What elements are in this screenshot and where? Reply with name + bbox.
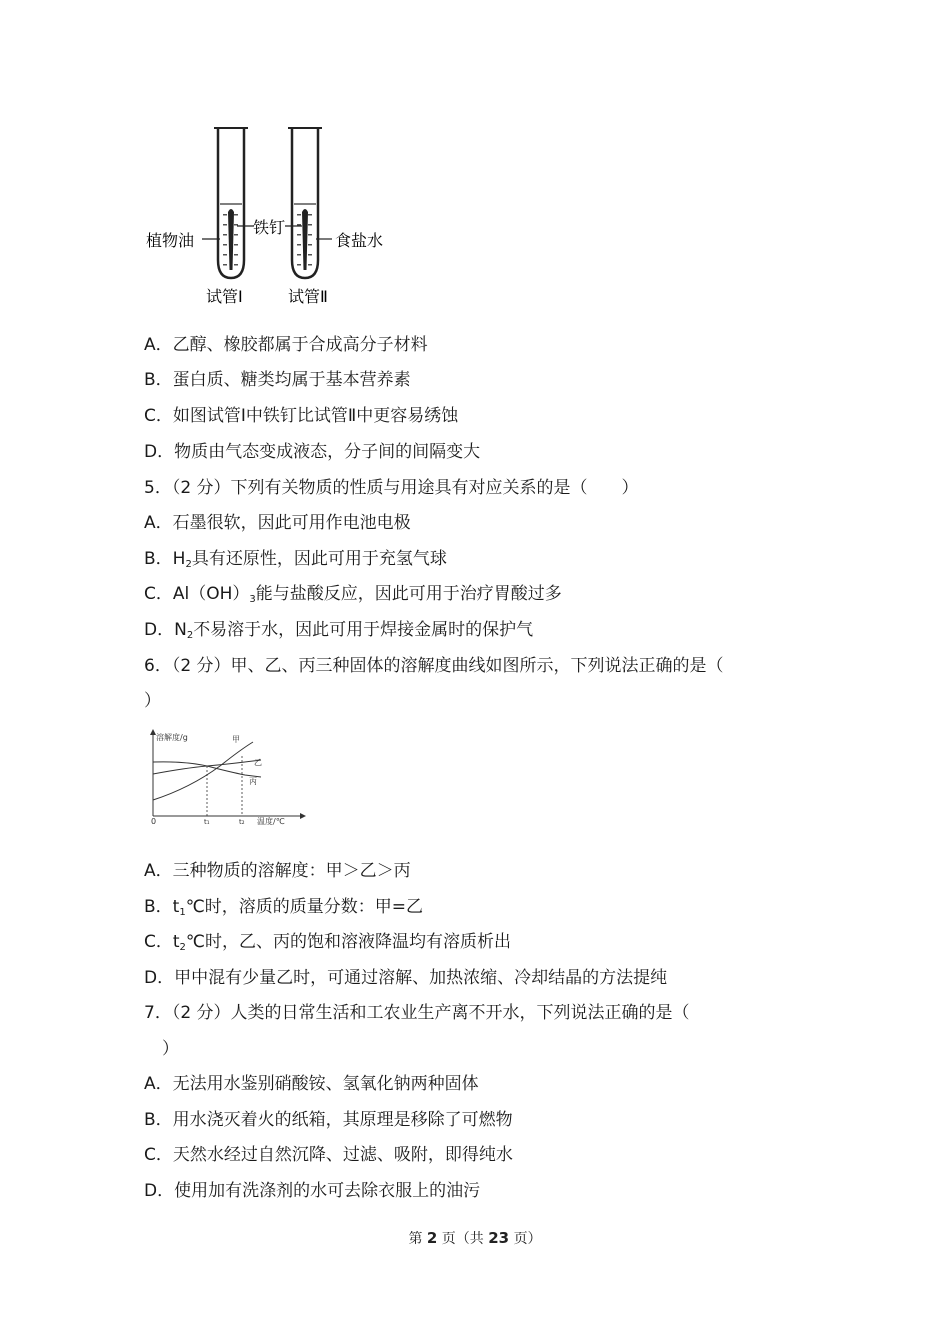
test-tube-2 bbox=[288, 128, 322, 278]
test-tube-1 bbox=[214, 128, 248, 278]
page-total: 23 bbox=[488, 1229, 510, 1247]
q4-option-a: A．乙醇、橡胶都属于合成高分子材料 bbox=[144, 335, 428, 355]
q5-option-a: A．石墨很软，因此可用作电池电极 bbox=[144, 513, 411, 533]
q6-option-c: C．$t_2℃$时，乙、丙的饱和溶液降温均有溶质析出 bbox=[144, 932, 512, 953]
q7-option-a: A．无法用水鉴别硝酸铵、氢氧化钠两种固体 bbox=[144, 1074, 479, 1094]
chart-series-yi: 乙 bbox=[254, 758, 262, 767]
q6-stem-line1: 6．（2 分）甲、乙、丙三种固体的溶解度曲线如图所示，下列说法正确的是（ bbox=[144, 656, 724, 676]
q5-option-b: B．$H_2$具有还原性，因此可用于充氢气球 bbox=[144, 549, 447, 570]
q7-stem-line2: ） bbox=[162, 1039, 179, 1059]
q6-option-b: B．$t_1℃$时，溶质的质量分数：甲=乙 bbox=[144, 897, 424, 918]
q6-option-d: D．甲中混有少量乙时，可通过溶解、加热浓缩、冷却结晶的方法提纯 bbox=[144, 968, 668, 988]
q5-stem: 5．（2 分）下列有关物质的性质与用途具有对应关系的是（ ） bbox=[144, 478, 639, 498]
chart-ylabel: 溶解度/g bbox=[156, 733, 188, 742]
q6-stem-line2: ） bbox=[144, 691, 161, 711]
q5-option-c: C．$Al(OH)_3$能与盐酸反应，因此可用于治疗胃酸过多 bbox=[144, 584, 562, 605]
label-nail: 铁钉 bbox=[253, 218, 286, 237]
q7-option-d: D．使用加有洗涤剂的水可去除衣服上的油污 bbox=[144, 1181, 481, 1201]
page-footer: 第 2 页（共 23 页） bbox=[408, 1229, 542, 1247]
chart-t2: t₂ bbox=[239, 818, 245, 826]
q7-option-b: B．用水浇灭着火的纸箱，其原理是移除了可燃物 bbox=[144, 1110, 513, 1130]
chart-series-bing: 丙 bbox=[249, 777, 257, 786]
q6-option-a: A．三种物质的溶解度：甲＞乙＞丙 bbox=[144, 861, 411, 881]
chart-xlabel: 温度/℃ bbox=[257, 817, 285, 826]
q4-option-d: D．物质由气态变成液态，分子间的间隔变大 bbox=[144, 442, 481, 462]
label-tube-2: 试管Ⅱ bbox=[288, 287, 328, 306]
chart-t1: t₁ bbox=[204, 818, 210, 826]
q7-stem-line1: 7．（2 分）人类的日常生活和工农业生产离不开水，下列说法正确的是（ bbox=[144, 1003, 690, 1023]
test-tube-figure bbox=[140, 120, 410, 310]
chart-origin: 0 bbox=[151, 817, 157, 826]
chart-series-jia: 甲 bbox=[232, 735, 240, 744]
q7-option-c: C．天然水经过自然沉降、过滤、吸附，即得纯水 bbox=[144, 1145, 513, 1165]
solubility-chart bbox=[145, 728, 310, 828]
label-tube-1: 试管Ⅰ bbox=[206, 287, 243, 306]
q5-option-d: D．$N_2$不易溶于水，因此可用于焊接金属时的保护气 bbox=[144, 620, 534, 641]
q4-option-c: C．如图试管Ⅰ中铁钉比试管Ⅱ中更容易绣蚀 bbox=[144, 406, 459, 426]
label-oil: 植物油 bbox=[146, 231, 195, 250]
label-brine: 食盐水 bbox=[335, 231, 384, 250]
q4-option-b: B．蛋白质、糖类均属于基本营养素 bbox=[144, 370, 411, 390]
page-number: 2 bbox=[426, 1229, 438, 1247]
